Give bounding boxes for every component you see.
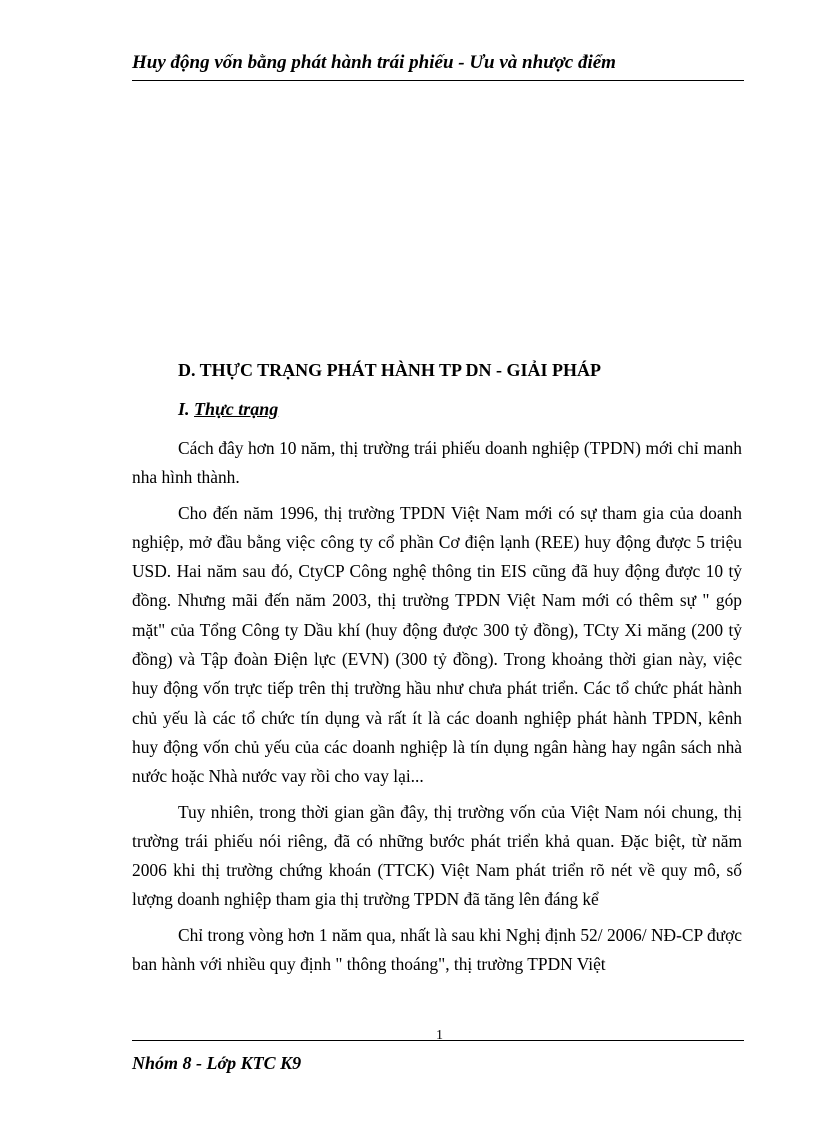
page-number: 1 — [436, 1028, 443, 1043]
page-footer: Nhóm 8 - Lớp KTC K9 — [132, 1053, 302, 1073]
subsection-title: Thực trạng — [194, 399, 279, 419]
paragraph: Tuy nhiên, trong thời gian gần đây, thị trường vốn của Việt Nam nói chung, thị trường trái phiếu nói riêng, đã có những bước phát triển khả quan. Đặc biệt, từ năm 2006 khi thị trường chứng khoán (TTCK) Việt Nam phát triển rõ nét về quy mô, số lượng doanh nghiệp tham gia thị trường TPDN đã tăng lên đáng kể — [132, 801, 742, 910]
page-header: Huy động vốn bằng phát hành trái phiếu - Ưu và nhược điểm — [132, 52, 616, 73]
subsection-number: I. — [178, 399, 195, 419]
paragraph: Chỉ trong vòng hơn 1 năm qua, nhất là sau khi Nghị định 52/ 2006/ NĐ-CP được ban hành với nhiều quy định " thông thoáng", thị trường TPDN Việt — [132, 924, 742, 975]
paragraph: Cách đây hơn 10 năm, thị trường trái phiếu doanh nghiệp (TPDN) mới chỉ manh nha hình thành. — [132, 438, 742, 488]
header-divider — [132, 80, 744, 81]
section-heading: D. THỰC TRẠNG PHÁT HÀNH TP DN - GIẢI PHÁP — [178, 360, 602, 380]
body-text — [132, 434, 742, 985]
paragraph: Cho đến năm 1996, thị trường TPDN Việt Nam mới có sự tham gia của doanh nghiệp, mở đầu bằng việc công ty cổ phần Cơ điện lạnh (REE) huy động được 5 triệu USD. Hai năm sau đó, CtyCP Công nghệ thông tin EIS cũng đã huy động được 10 tỷ đồng. Nhưng mãi đến năm 2003, thị trường TPDN Việt Nam mới có thêm sự " góp mặt" của Tổng Công ty Dầu khí (huy động được 300 tỷ đồng), TCty Xi măng (200 tỷ đồng) và Tập đoàn Điện lực (EVN) (300 tỷ đồng). Trong khoảng thời gian này, việc huy động vốn trực tiếp trên thị trường hầu như chưa phát triển. Các tổ chức phát hành chủ yếu là các tổ chức tín dụng và rất ít là các doanh nghiệp phát hành TPDN, kênh huy động vốn chủ yếu của các doanh nghiệp là tín dụng ngân hàng hay ngân sách nhà nước hoặc Nhà nước vay rồi cho vay lại... — [132, 502, 742, 787]
subsection-heading — [178, 397, 278, 421]
